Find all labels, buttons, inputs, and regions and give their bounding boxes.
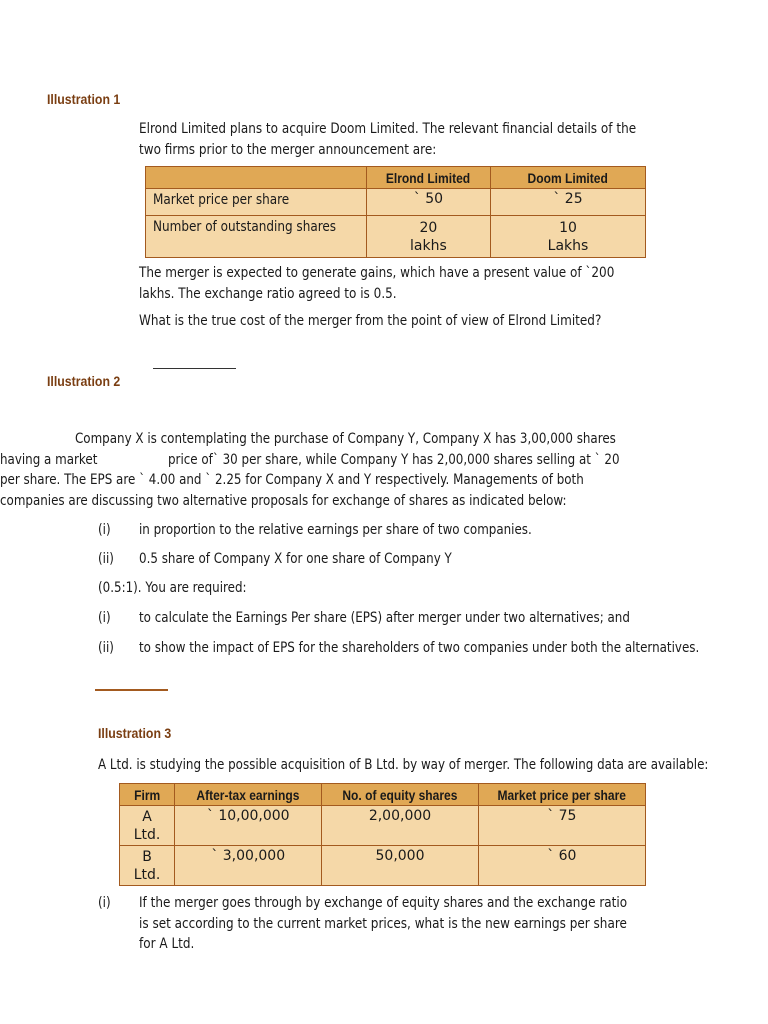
illustration-3-heading: Illustration 3 <box>98 725 172 741</box>
illustration-3-question: If the merger goes through by exchange of equity shares and the exchange ratio is set according to the current market prices, what is the new earnings per share for A Ltd. <box>139 895 628 952</box>
illustration-2-line-1: Company X is contemplating the purchase of Company Y, Company X has 3,00,000 shares <box>75 431 616 447</box>
illustration-1-question: What is the true cost of the merger from the point of view of Elrond Limited? <box>139 313 602 329</box>
table-header-earnings: After-tax earnings <box>175 784 322 806</box>
shares-value: 2,00,000 <box>368 808 432 824</box>
illustration-2-line-2b: price of` 30 per share, while Company Y has 2,00,000 shares selling at ` 20 <box>168 452 620 468</box>
table-row <box>146 216 646 258</box>
firm-suffix: Ltd. <box>133 867 161 883</box>
row-label: Market price per share <box>153 192 290 208</box>
table-row <box>120 846 646 886</box>
price-value: ` 75 <box>547 808 577 824</box>
doom-shares-value: 10 <box>559 220 577 236</box>
illustration-1-heading: Illustration 1 <box>47 91 121 107</box>
table-header-blank <box>146 167 367 189</box>
earnings-value: ` 3,00,000 <box>211 848 286 864</box>
illustration-1-gains-text: The merger is expected to generate gains, which have a present value of `200 lakhs. The exchange ratio agreed to is 0.5. <box>139 265 615 302</box>
list-item-number: (ii) <box>98 551 114 567</box>
table-row <box>120 806 646 846</box>
table-header-price: Market price per share <box>478 784 645 806</box>
table-header-doom: Doom Limited <box>490 167 645 189</box>
elrond-shares-unit: lakhs <box>410 238 447 254</box>
ratio-text: (0.5:1). You are required: <box>98 580 247 596</box>
list-item-number: (i) <box>98 895 111 911</box>
list-item: to calculate the Earnings Per share (EPS) after merger under two alternatives; and <box>139 610 630 626</box>
table-header-elrond: Elrond Limited <box>366 167 490 189</box>
firm-name: A <box>142 809 152 825</box>
firm-name: B <box>142 849 152 865</box>
list-item: in proportion to the relative earnings per share of two companies. <box>139 522 532 538</box>
section-divider <box>95 689 168 691</box>
elrond-price: ` 50 <box>413 191 444 207</box>
list-item: to show the impact of EPS for the shareholders of two companies under both the alternatives. <box>139 640 700 656</box>
illustration-2-line-4: companies are discussing two alternative proposals for exchange of shares as indicated below: <box>0 493 567 509</box>
table-header-shares: No. of equity shares <box>322 784 478 806</box>
section-divider <box>153 368 236 369</box>
illustration-1-table <box>145 166 646 258</box>
doom-price: ` 25 <box>553 191 583 207</box>
illustration-1-intro: Elrond Limited plans to acquire Doom Limited. The relevant financial details of the two firms prior to the merger announcement are: <box>139 121 637 158</box>
illustration-2-line-2a: having a market <box>0 452 98 468</box>
table-row <box>146 189 646 216</box>
firm-suffix: Ltd. <box>133 827 161 843</box>
price-value: ` 60 <box>547 848 577 864</box>
table-header-firm: Firm <box>120 784 175 806</box>
list-item-number: (i) <box>98 522 111 538</box>
table-header-row <box>146 167 646 189</box>
earnings-value: ` 10,00,000 <box>206 808 290 824</box>
illustration-3-intro: A Ltd. is studying the possible acquisition of B Ltd. by way of merger. The following data are available: <box>98 757 709 773</box>
table-header-row <box>120 784 646 806</box>
list-item: 0.5 share of Company X for one share of Company Y <box>139 551 452 567</box>
illustration-2-line-3: per share. The EPS are ` 4.00 and ` 2.25 for Company X and Y respectively. Managements of both <box>0 472 584 488</box>
doom-shares-unit: Lakhs <box>547 238 589 254</box>
elrond-shares-value: 20 <box>419 220 438 236</box>
illustration-2-heading: Illustration 2 <box>47 373 121 389</box>
shares-value: 50,000 <box>375 848 425 864</box>
list-item-number: (ii) <box>98 640 114 656</box>
list-item-number: (i) <box>98 610 111 626</box>
row-label: Number of outstanding shares <box>153 219 337 235</box>
illustration-3-table <box>119 783 646 886</box>
